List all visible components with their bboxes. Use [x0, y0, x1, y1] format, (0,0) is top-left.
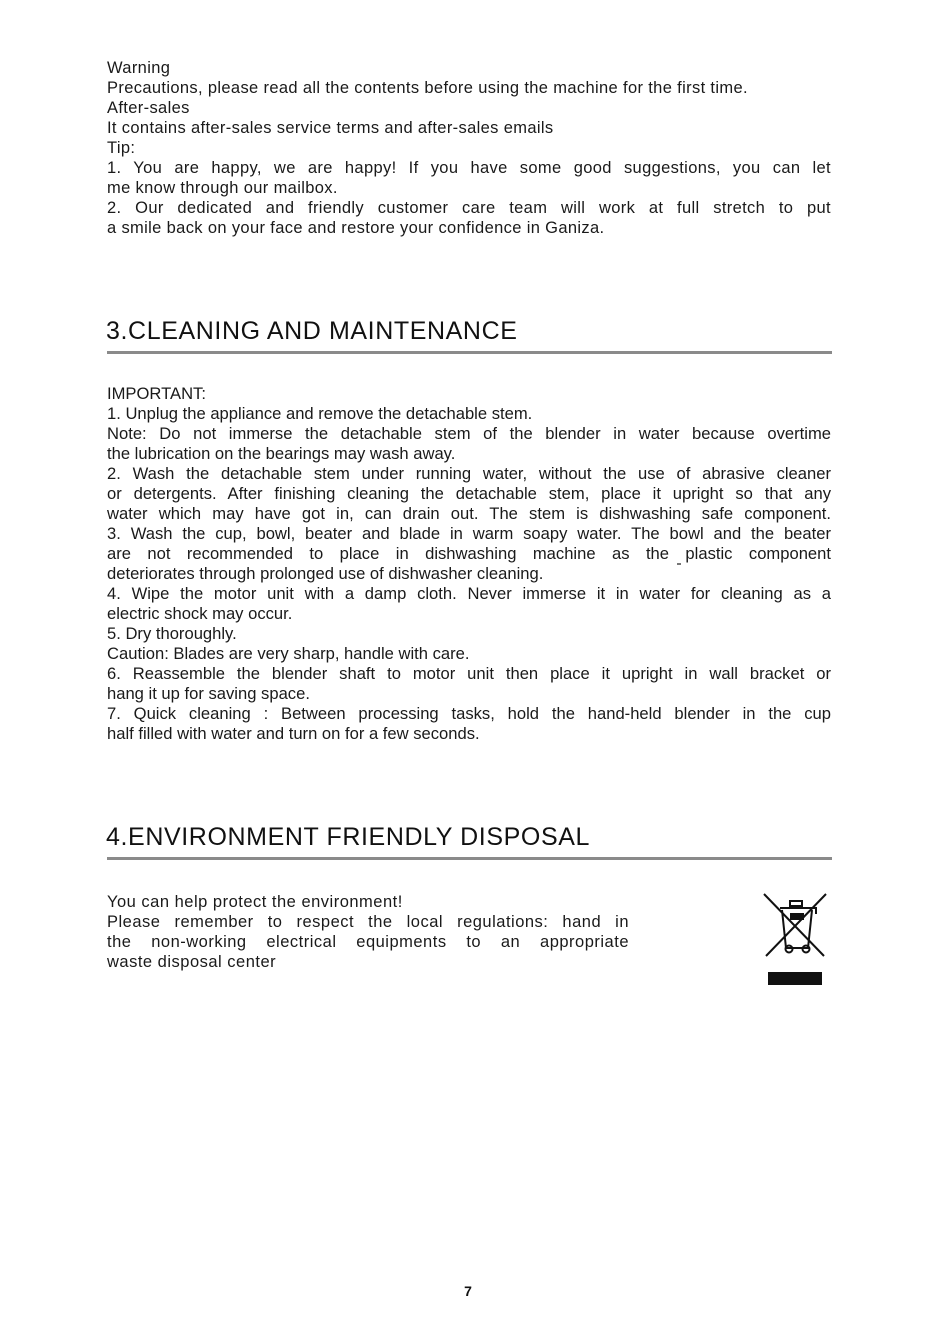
tip-1-line-1: 1. You are happy, we are happy! If you have some good suggestions, you can let — [107, 159, 831, 177]
cleaning-line: 3. Wash the cup, bowl, beater and blade in warm soapy water. The bowl and the beater — [107, 524, 831, 543]
intro-section — [107, 58, 831, 238]
cleaning-line: the lubrication on the bearings may wash away. — [107, 444, 456, 463]
cleaning-line: half filled with water and turn on for a few seconds. — [107, 724, 480, 743]
cleaning-line: Caution: Blades are very sharp, handle with care. — [107, 644, 470, 663]
cleaning-line: 2. Wash the detachable stem under running water, without the use of abrasive cleaner — [107, 464, 831, 483]
cleaning-heading: 3.CLEANING AND MAINTENANCE — [106, 317, 518, 345]
cleaning-line: IMPORTANT: — [107, 384, 206, 403]
after-sales-label: After-sales — [107, 99, 190, 117]
warning-label: Warning — [107, 59, 171, 77]
tip-2-line-1: 2. Our dedicated and friendly customer care team will work at full stretch to put — [107, 199, 831, 217]
disposal-line: You can help protect the environment! — [107, 893, 403, 911]
cleaning-divider — [107, 351, 832, 354]
cleaning-line: or detergents. After finishing cleaning the detachable stem, place it upright so that any — [107, 484, 831, 503]
page-number: 7 — [464, 1283, 472, 1299]
disposal-heading: 4.ENVIRONMENT FRIENDLY DISPOSAL — [106, 823, 590, 851]
cleaning-line: 1. Unplug the appliance and remove the detachable stem. — [107, 404, 533, 423]
precautions-text: Precautions, please read all the contents before using the machine for the first time. — [107, 79, 748, 97]
tip-2-line-2: a smile back on your face and restore your confidence in Ganiza. — [107, 219, 605, 237]
cleaning-line: are not recommended to place in dishwashing machine as the plastic component — [107, 544, 831, 563]
cleaning-line: 6. Reassemble the blender shaft to motor unit then place it upright in wall bracket or — [107, 664, 831, 683]
disposal-line: waste disposal center — [107, 953, 277, 971]
cleaning-section — [107, 384, 831, 744]
cleaning-line: Note: Do not immerse the detachable stem of the blender in water because overtime — [107, 424, 831, 443]
crossed-out-wheelie-bin-icon — [760, 888, 830, 988]
cleaning-line: 4. Wipe the motor unit with a damp cloth. Never immerse it in water for cleaning as a — [107, 584, 831, 603]
cleaning-line: 5. Dry thoroughly. — [107, 624, 237, 643]
tip-1-line-2: me know through our mailbox. — [107, 179, 338, 197]
disposal-divider — [107, 857, 832, 860]
cleaning-line: deteriorates through prolonged use of dishwasher cleaning. — [107, 564, 544, 583]
cleaning-line: electric shock may occur. — [107, 604, 293, 623]
cleaning-line: hang it up for saving space. — [107, 684, 310, 703]
tip-label: Tip: — [107, 139, 136, 157]
disposal-line: the non-working electrical equipments to an appropriate — [107, 933, 629, 951]
cleaning-line: water which may have got in, can drain out. The stem is dishwashing safe component. — [107, 504, 831, 523]
print-speck — [677, 563, 681, 565]
after-sales-text: It contains after-sales service terms and after-sales emails — [107, 119, 554, 137]
disposal-line: Please remember to respect the local regulations: hand in — [107, 913, 629, 931]
disposal-section — [107, 892, 629, 972]
cleaning-line: 7. Quick cleaning : Between processing tasks, hold the hand-held blender in the cup — [107, 704, 831, 723]
